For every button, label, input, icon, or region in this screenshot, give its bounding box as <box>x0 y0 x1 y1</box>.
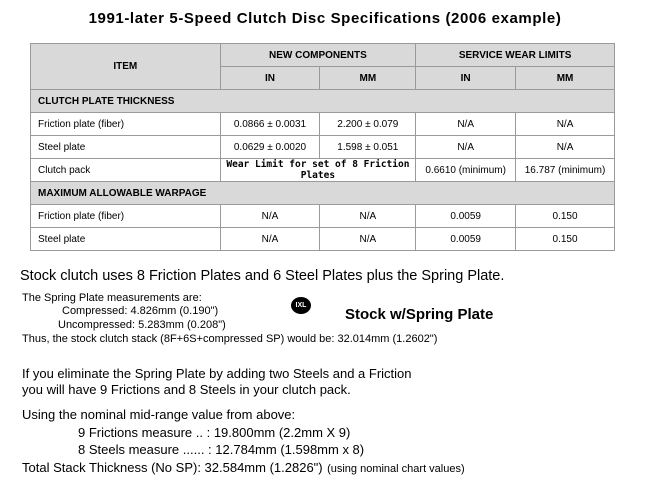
ixl-logo-icon: IXL <box>291 297 311 314</box>
steels-measure: 8 Steels measure ...... : 12.784mm (1.598mm x 8) <box>78 442 365 457</box>
stock-spring-plate-label: Stock w/Spring Plate <box>345 306 494 323</box>
section-maximum-allowable-warpage: MAXIMUM ALLOWABLE WARPAGE <box>31 182 615 205</box>
wear-mm-cell: 0.150 <box>516 205 615 228</box>
new-in-cell: N/A <box>220 228 320 251</box>
item-cell: Steel plate <box>31 136 221 159</box>
new-in-cell: 0.0629 ± 0.0020 <box>220 136 320 159</box>
stock-stack-total: Thus, the stock clutch stack (8F+6S+compressed SP) would be: 32.014mm (1.2602") <box>22 333 438 345</box>
frictions-measure: 9 Frictions measure .. : 19.800mm (2.2mm X 9) <box>78 425 351 440</box>
wear-mm-cell: 16.787 (minimum) <box>516 159 615 182</box>
table-row <box>31 113 615 136</box>
wear-in-cell: 0.0059 <box>416 205 516 228</box>
total-stack-note: (using nominal chart values) <box>327 463 465 475</box>
total-stack-line <box>22 459 465 477</box>
wear-mm-cell: N/A <box>516 113 615 136</box>
wear-in-cell: N/A <box>416 113 516 136</box>
service-wear-limits-header: SERVICE WEAR LIMITS <box>416 44 615 67</box>
item-header: ITEM <box>31 44 221 90</box>
wear-in-header: IN <box>416 67 516 90</box>
eliminate-note-line2: you will have 9 Frictions and 8 Steels in your clutch pack. <box>22 382 351 397</box>
wear-mm-cell: N/A <box>516 136 615 159</box>
table-row <box>31 205 615 228</box>
page-title: 1991-later 5-Speed Clutch Disc Specifications (2006 example) <box>88 10 562 27</box>
clutch-spec-table <box>30 43 615 251</box>
new-in-cell: 0.0866 ± 0.0031 <box>220 113 320 136</box>
new-in-header: IN <box>220 67 320 90</box>
new-mm-cell: 2.200 ± 0.079 <box>320 113 416 136</box>
spring-compressed: Compressed: 4.826mm (0.190") <box>62 305 219 317</box>
wear-in-cell: 0.0059 <box>416 228 516 251</box>
wear-in-cell: N/A <box>416 136 516 159</box>
total-stack-thickness: Total Stack Thickness (No SP): 32.584mm (1.2826") <box>22 460 323 475</box>
item-cell: Clutch pack <box>31 159 221 182</box>
spring-plate-intro: The Spring Plate measurements are: <box>22 292 202 304</box>
table-row <box>31 136 615 159</box>
wear-mm-cell: 0.150 <box>516 228 615 251</box>
new-in-cell: N/A <box>220 205 320 228</box>
item-cell: Friction plate (fiber) <box>31 205 221 228</box>
table-header-row <box>31 44 615 67</box>
item-cell: Steel plate <box>31 228 221 251</box>
spring-uncompressed: Uncompressed: 5.283mm (0.208") <box>58 319 226 331</box>
new-mm-cell: 1.598 ± 0.051 <box>320 136 416 159</box>
nominal-intro: Using the nominal mid-range value from above: <box>22 407 296 422</box>
table-row <box>31 159 615 182</box>
new-mm-cell: N/A <box>320 205 416 228</box>
table-row <box>31 228 615 251</box>
eliminate-note-line1: If you eliminate the Spring Plate by adding two Steels and a Friction <box>22 366 412 381</box>
section-row <box>31 90 615 113</box>
section-row <box>31 182 615 205</box>
new-components-header: NEW COMPONENTS <box>220 44 416 67</box>
stock-clutch-note: Stock clutch uses 8 Friction Plates and 6 Steel Plates plus the Spring Plate. <box>20 268 505 284</box>
wear-limit-note: Wear Limit for set of 8 Friction Plates <box>220 159 416 182</box>
new-mm-header: MM <box>320 67 416 90</box>
section-clutch-plate-thickness: CLUTCH PLATE THICKNESS <box>31 90 615 113</box>
new-mm-cell: N/A <box>320 228 416 251</box>
wear-mm-header: MM <box>516 67 615 90</box>
item-cell: Friction plate (fiber) <box>31 113 221 136</box>
wear-in-cell: 0.6610 (minimum) <box>416 159 516 182</box>
